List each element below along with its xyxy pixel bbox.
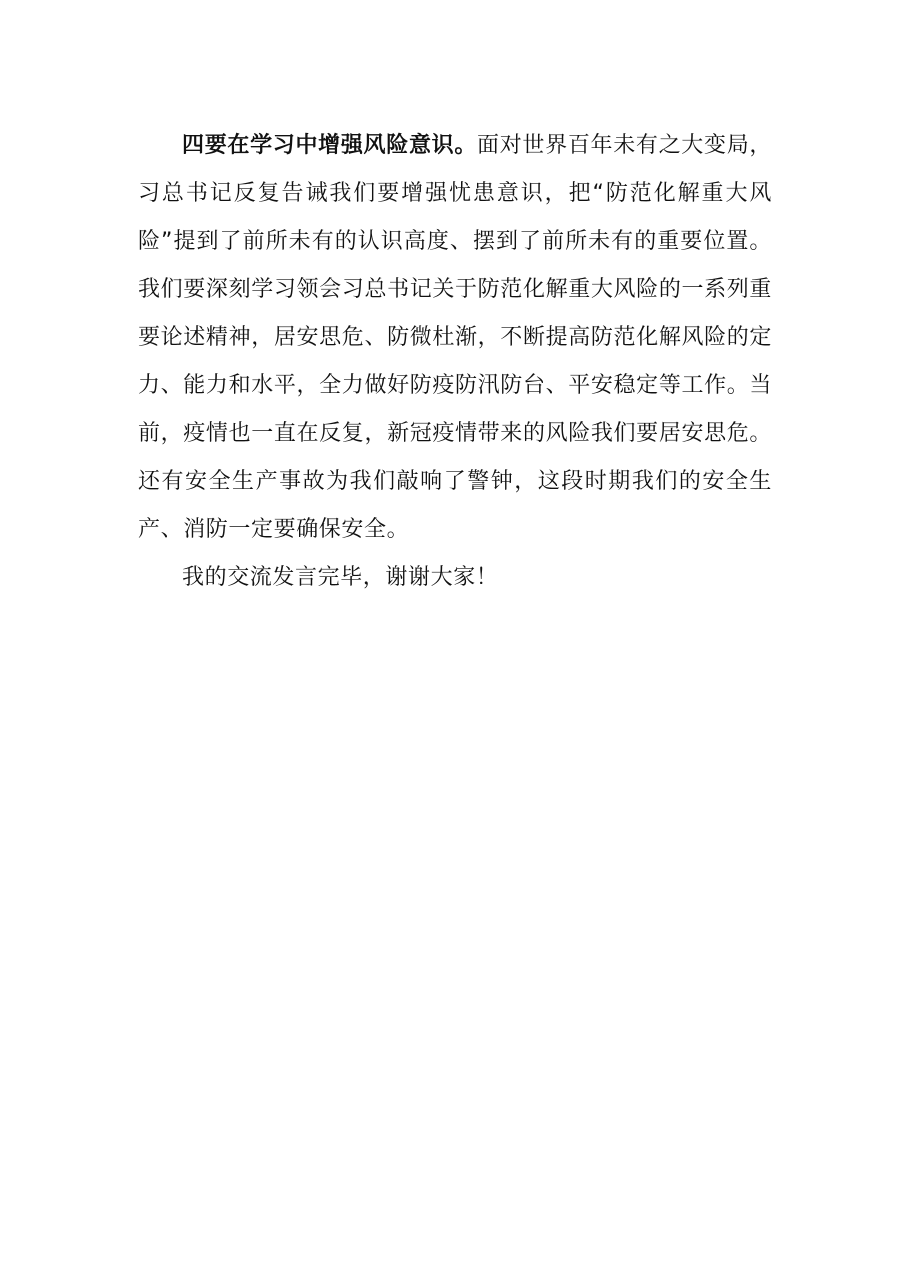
closing-text: 我的交流发言完毕，谢谢大家！ <box>182 565 499 590</box>
paragraph-risk-awareness <box>138 122 772 554</box>
paragraph-closing <box>138 554 772 602</box>
paragraph-text: 面对世界百年未有之大变局，习总书记反复告诫我们要增强忧患意识，把“防范化解重大风险”提到了前所未有的认识高度、摆到了前所未有的重要位置。我们要深刻学习领会习总书记关于防范化解重大风险的一系列重要论述精神，居安思危、防微杜渐，不断提高防范化解风险的定力、能力和水平，全力做好防疫防汛防台、平安稳定等工作。当前，疫情也一直在反复，新冠疫情带来的风险我们要居安思危。还有安全生产事故为我们敲响了警钟，这段时期我们的安全生产、消防一定要确保安全。 <box>138 133 772 542</box>
paragraph-lead-heading: 四要在学习中增强风险意识。 <box>182 133 478 158</box>
document-body <box>138 122 772 602</box>
